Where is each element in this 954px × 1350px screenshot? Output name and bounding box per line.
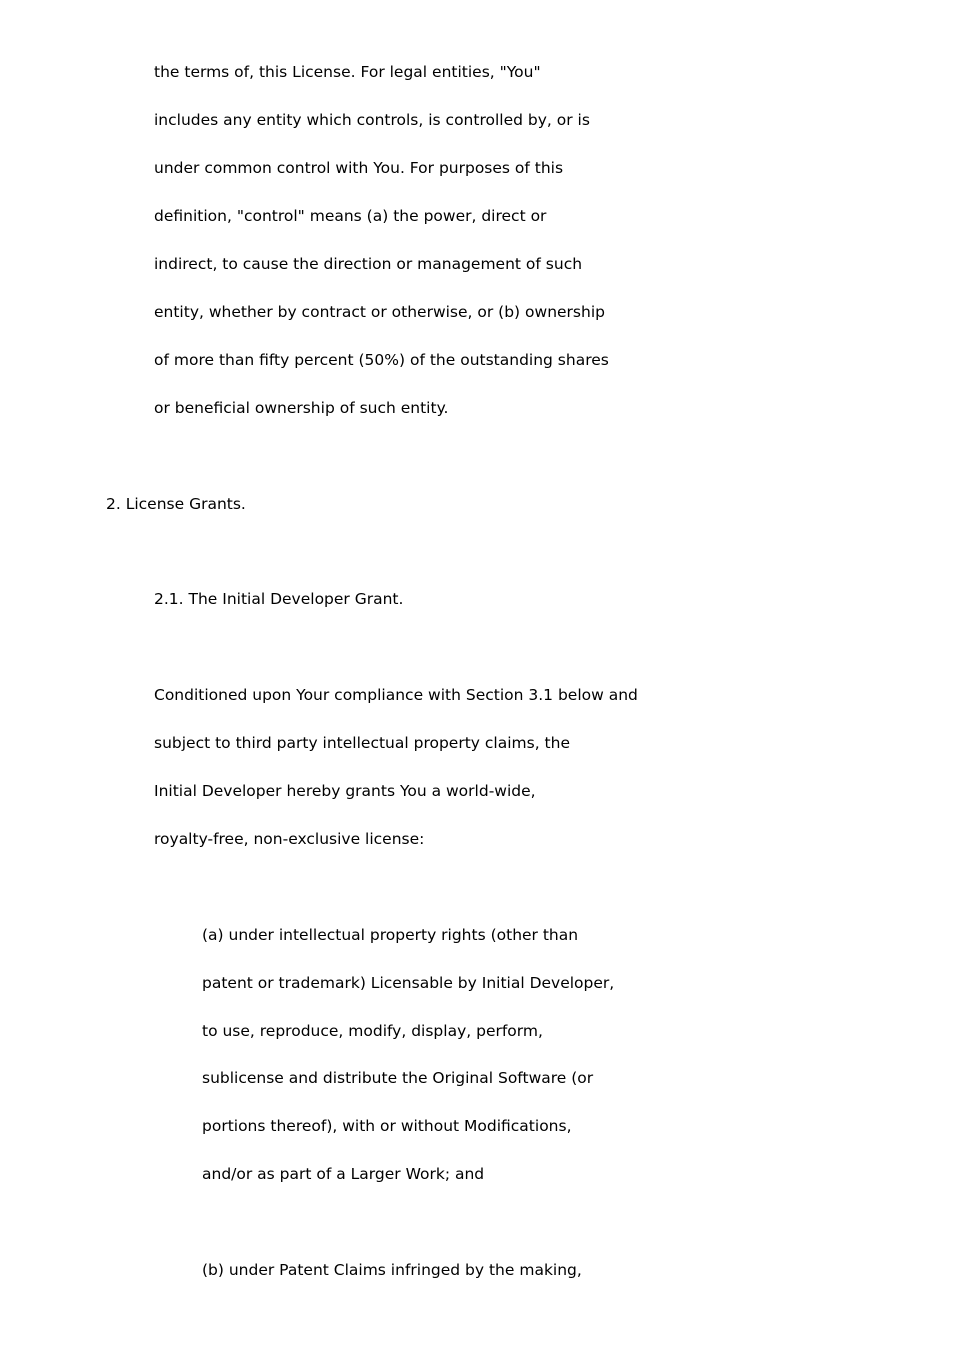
text-line: of more than fifty percent (50%) of the outstanding shares — [154, 351, 609, 369]
text-line: Conditioned upon Your compliance with Section 3.1 below and — [154, 686, 638, 704]
text-line: entity, whether by contract or otherwise, or (b) ownership — [154, 303, 605, 321]
text-line: portions thereof), with or without Modifications, — [202, 1117, 572, 1135]
text-line: Initial Developer hereby grants You a world-wide, — [154, 782, 536, 800]
text-line: definition, "control" means (a) the power, direct or — [154, 207, 547, 225]
text-line: and/or as part of a Larger Work; and — [202, 1165, 485, 1183]
subsection-heading: 2.1. The Initial Developer Grant. — [154, 590, 404, 608]
text-line: to use, reproduce, modify, display, perform, — [202, 1022, 543, 1040]
text-line: indirect, to cause the direction or management of such — [154, 255, 583, 273]
text-line: subject to third party intellectual property claims, the — [154, 734, 570, 752]
text-line: (b) under Patent Claims infringed by the making, — [202, 1261, 582, 1279]
text-line: or beneficial ownership of such entity. — [154, 399, 449, 417]
text-line: royalty-free, non-exclusive license: — [154, 830, 425, 848]
text-line: includes any entity which controls, is controlled by, or is — [154, 111, 590, 129]
text-line: under common control with You. For purposes of this — [154, 159, 564, 177]
section-heading: 2. License Grants. — [106, 495, 246, 513]
text-line: the terms of, this License. For legal entities, "You" — [154, 63, 541, 81]
text-line: sublicense and distribute the Original Software (or — [202, 1069, 594, 1087]
text-line: (a) under intellectual property rights (other than — [202, 926, 579, 944]
text-line: patent or trademark) Licensable by Initial Developer, — [202, 974, 615, 992]
